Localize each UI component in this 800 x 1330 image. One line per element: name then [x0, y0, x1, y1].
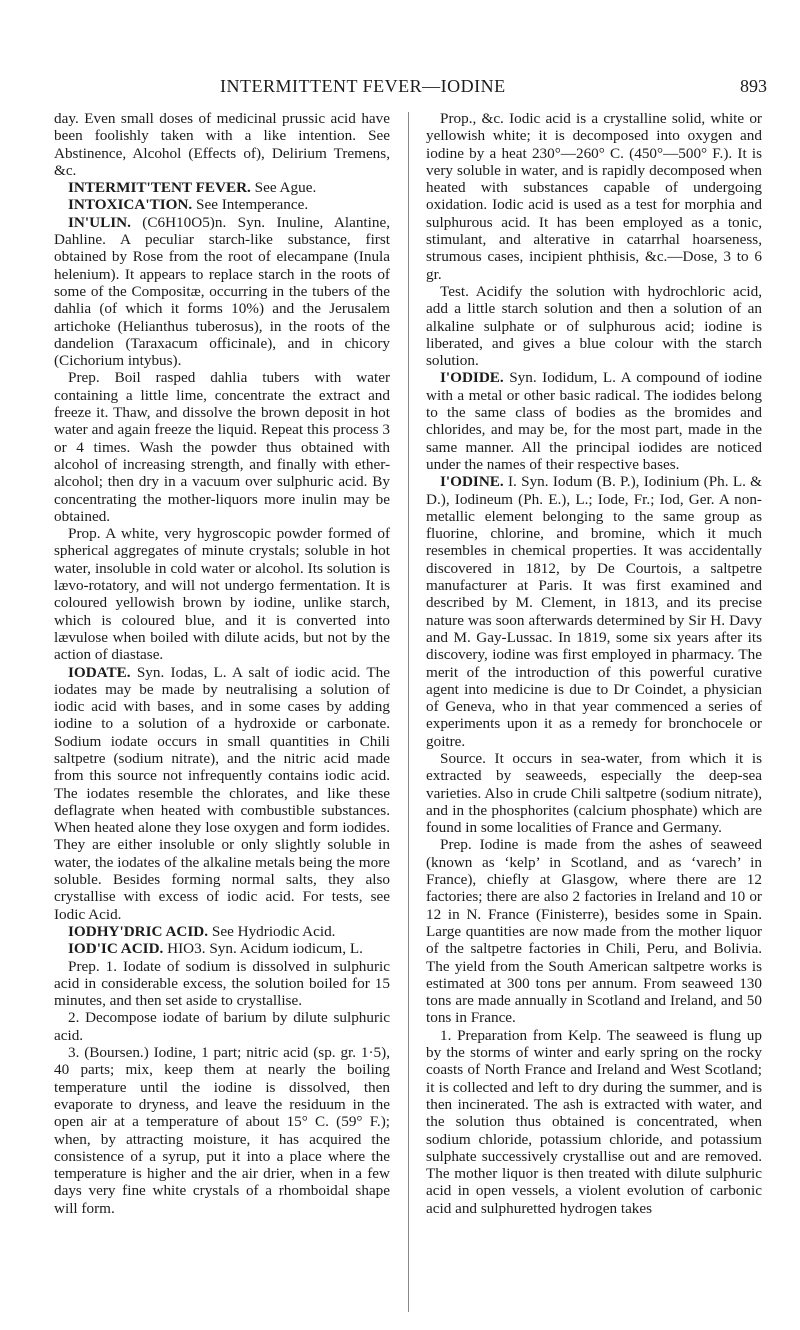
entry-headword: INTOXICA'TION.: [68, 196, 193, 214]
entry-text: See Hydriodic Acid.: [211, 922, 336, 940]
entry-headword: I'ODINE.: [440, 473, 504, 491]
entry-headword: I'ODIDE.: [440, 369, 504, 387]
iodic-preparation-2: 2. Decompose iodate of barium by dilute sulphuric acid.: [54, 1009, 390, 1044]
entry-iodate: [54, 664, 390, 923]
iodic-preparation-3: 3. (Boursen.) Iodine, 1 part; nitric acid (sp. gr. 1·5), 40 parts; mix, keep them at nearly the boiling temperature until the iodine is dissolved, then evaporate to dryness, and leave the residuum in the open air at a temperature of about 15° C. (59° F.); when, by attracting moisture, it has acquired the consistence of a syrup, put it into a place where the temperature is higher and the air drier, when in a few days very fine white crystals of a rhomboidal shape will form.: [54, 1044, 390, 1217]
running-head: INTERMITTENT FEVER—IODINE: [220, 76, 506, 96]
entry-headword: INTERMIT'TENT FEVER.: [68, 179, 251, 197]
entry-iodide: [426, 369, 762, 473]
inulin-preparation: Prep. Boil rasped dahlia tubers with water containing a little lime, concentrate the extract and freeze it. Thaw, and dissolve the brown deposit in hot water and again freeze the liquid. Repeat this process 3 or 4 times. Wash the powder thus obtained with alcohol of increasing strength, and finally with ether-alcohol; then dry in a vacuum over sulphuric acid. By concentrating the mother-liquors more inulin may be obtained.: [54, 369, 390, 525]
entry-text: I. Syn. Iodum (B. P.), Iodinium (Ph. L. & D.), Iodineum (Ph. E.), L.; Iode, Fr.; Iod, Ger. A non-metallic element belonging to the same group as fluorine, chlorine, and bromine, which it much resembles in chemical properties. It was accidentally discovered in 1812, by De Courtois, a saltpetre manufacturer at Paris. It was first examined and described by M. Clement, in 1813, and its precise nature was soon afterwards determined by Sir H. Davy and M. Gay-Lussac. In 1819, some six years after its discovery, iodine was first employed in pharmacy. The merit of the introduction of this powerful curative agent into medicine is due to Dr Coindet, a physician of Geneva, who in that year commenced a series of experiments upon it as a remedy for bronchocele or goitre.: [426, 473, 762, 750]
entry-iodhydric-acid: [54, 923, 390, 940]
entry-text: HIO3. Syn. Acidum iodicum, L.: [167, 940, 363, 958]
entry-text: Syn. Iodas, L. A salt of iodic acid. The iodates may be made by neutralising a solution of iodic acid with bases, and in some cases by adding iodine to a solution of a hydroxide or carbonate. Sodium iodate occurs in small quantities in Chili saltpetre (sodium nitrate), and the nitric acid made from this source not infrequently contains iodic acid. The iodates resemble the chlorates, and like these deflagrate when heated with combustible substances. When heated alone they lose oxygen and form iodides. They are either insoluble or only slightly soluble in water, the iodates of the alkaline metals being the more soluble. Besides forming normal salts, they also crystallise with excess of iodic acid. For tests, see Iodic Acid.: [54, 663, 390, 923]
entry-iodine: [426, 473, 762, 750]
entry-headword: IODATE.: [68, 663, 131, 681]
page-number: 893: [740, 76, 767, 96]
entry-headword: IOD'IC ACID.: [68, 940, 164, 958]
left-column: [54, 110, 390, 1217]
entry-text: See Ague.: [254, 179, 317, 197]
iodic-properties: Prop., &c. Iodic acid is a crystalline solid, white or yellowish white; it is decomposed into oxygen and iodine by a heat 230°—260° C. (450°—500° F.). It is very soluble in water, and is rapidly decomposed when heated with substances capable of undergoing oxidation. Iodic acid is used as a test for morphia and sulphurous acid. It has been employed as a tonic, stimulant, and alterative in catarrhal hoarseness, strumous cases, incipient phthisis, &c.—Dose, 3 to 6 gr.: [426, 110, 762, 283]
entry-headword: IODHY'DRIC ACID.: [68, 922, 209, 940]
iodic-test: Test. Acidify the solution with hydrochloric acid, add a little starch solution and then a solution of an alkaline sulphate or of sulphurous acid; iodine is liberated, and gives a blue colour with the starch solution.: [426, 282, 762, 370]
entry-headword: IN'ULIN.: [68, 213, 131, 231]
continued-paragraph: day. Even small doses of medicinal prussic acid have been foolishly taken with a like intention. See Abstinence, Alcohol (Effects of), Delirium Tremens, &c.: [54, 110, 390, 179]
entry-text: See Intemperance.: [196, 196, 309, 214]
iodine-preparation-kelp: 1. Preparation from Kelp. The seaweed is flung up by the storms of winter and early spring on the rocky coasts of North France and Ireland and West Scotland; it is collected and left to dry during the summer, and is then incinerated. The ash is extracted with water, and the solution thus obtained is concentrated, when sodium chloride, potassium chloride, and potassium sulphate successively crystallise out and are removed. The mother liquor is then treated with dilute sulphuric acid in open vessels, a violent evolution of carbonic acid and sulphuretted hydrogen takes: [426, 1026, 762, 1217]
iodic-preparation-1: Prep. 1. Iodate of sodium is dissolved in sulphuric acid in considerable excess, the solution boiled for 15 minutes, and then set aside to crystallise.: [54, 957, 390, 1010]
entry-text: Syn. Iodidum, L. A compound of iodine with a metal or other basic radical. The iodides belong to the same class of bodies as the bromides and chlorides, and may be, for the most part, made in the same manner. All the principal iodides are noticed under the names of their respective bases.: [426, 369, 762, 473]
right-column: [426, 110, 762, 1217]
entry-intermittent-fever: [54, 179, 390, 196]
page-header: [0, 76, 800, 100]
entry-inulin: [54, 214, 390, 370]
entry-text: (C6H10O5)n. Syn. Inuline, Alantine, Dahline. A peculiar starch-like substance, first obtained by Rose from the root of elecampane (Inula helenium). It appears to replace starch in the roots of some of the Compositæ, occurring in the tubers of the dahlia (of which it forms 10%) and the Jerusalem artichoke (Helianthus tuberosus), in the roots of the dandelion (Taraxacum officinale), and in chicory (Cichorium intybus).: [54, 213, 390, 370]
iodine-source: Source. It occurs in sea-water, from which it is extracted by seaweeds, especially the deep-sea varieties. Also in crude Chili saltpetre (sodium nitrate), and in the phosphorites (calcium phosphate) which are found in some localities of France and Germany.: [426, 749, 762, 837]
inulin-properties: Prop. A white, very hygroscopic powder formed of spherical aggregates of minute crystals; soluble in hot water, insoluble in cold water or alcohol. Its solution is lævo-rotatory, and will not undergo fermentation. It is coloured yellowish brown by iodine, unlike starch, which is coloured blue, and it is converted into lævulose when boiled with dilute acids, but not by the action of diastase.: [54, 525, 390, 664]
entry-intoxication: [54, 196, 390, 213]
iodine-preparation: Prep. Iodine is made from the ashes of seaweed (known as ‘kelp’ in Scotland, and as ‘varech’ in France), chiefly at Glasgow, where there are 12 factories; there are also 2 factories in Ireland and 10 or 12 in N. France (Finisterre), besides some in Spain. Large quantities are now made from the mother liquor of the saltpetre factories in Chili, Peru, and Bolivia. The yield from the South American saltpetre works is estimated at 300 tons per annum. From seaweed 130 tons are made annually in Scotland and Ireland, and 50 tons in France.: [426, 836, 762, 1027]
column-divider: [408, 112, 409, 1312]
entry-iodic-acid: [54, 940, 390, 957]
